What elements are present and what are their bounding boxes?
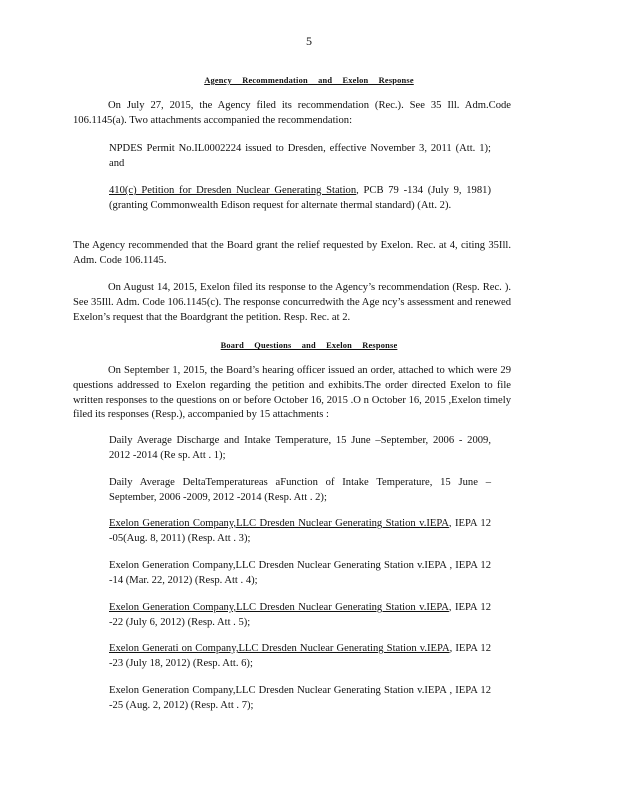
attachment-npdes-permit: NPDES Permit No.IL0002224 issued to Dresden, effective November 3, 2011 (Att. 1); and <box>109 143 491 169</box>
section-heading-agency: Agency Recommendation and Exelon Response <box>204 76 414 85</box>
response-attachment-3: Exelon Generation Company,LLC Dresden Nuclear Generating Station v.IEPA, IEPA 12 -05(Aug. 8, 2011) (Resp. Att . 3); <box>109 518 491 544</box>
paragraph-board-questions: On September 1, 2015, the Board’s hearing officer issued an order, attached to which were 29 questions addressed to Exelon regarding the petition and exhibits.The order directed Exelon to file written responses to the questions on or before October 16, 2015 .O n October 16, 2015 ,Exelon timely filed its responses (Resp.), accompanied by 15 attachments : <box>73 365 511 421</box>
response-attachment-5: Exelon Generation Company,LLC Dresden Nuclear Generating Station v.IEPA, IEPA 12 -22 (July 6, 2012) (Resp. Att . 5); <box>109 602 491 628</box>
section-heading-board-questions: Board Questions and Exelon Response <box>220 341 398 350</box>
paragraph-exelon-response: On August 14, 2015, Exelon filed its response to the Agency’s recommendation (Resp. Rec. ). See 35Ill. Adm. Code 106.1145(c). The response concurredwith the Age ncy’s assessment and renewed Exelon’s request that the Boardgrant the petition. Resp. Rec. at 2. <box>73 282 511 323</box>
response-attachment-2: Daily Average DeltaTemperatureas aFunction of Intake Temperature, 15 June – September, 2006 -2009, 2012 -2014 (Resp. Att . 2); <box>109 477 491 503</box>
paragraph-agency-recommendation: On July 27, 2015, the Agency filed its recommendation (Rec.). See 35 Ill. Adm.Code 106.1145(a). Two attachments accompanied the recommendation: <box>73 100 511 126</box>
attachment-410c-petition <box>109 184 491 214</box>
response-attachment-6: Exelon Generati on Company,LLC Dresden Nuclear Generating Station v.IEPA, IEPA 12 -23 (July 18, 2012) (Resp. Att. 6); <box>109 643 491 669</box>
petition-citation: , PCB 79 -134 (July 9, 1981) (granting Commonwealth Edison request for alternate thermal standard) (Att. 2). <box>109 185 491 211</box>
response-attachment-4: Exelon Generation Company,LLC Dresden Nuclear Generating Station v.IEPA , IEPA 12 -14 (Mar. 22, 2012) (Resp. Att . 4); <box>109 560 491 586</box>
page-number: 5 <box>306 34 312 48</box>
paragraph-agency-recommended: The Agency recommended that the Board grant the relief requested by Exelon. Rec. at 4, citing 35Ill. Adm. Code 106.1145. <box>73 240 511 266</box>
response-attachment-1: Daily Average Discharge and Intake Temperature, 15 June –September, 2006 - 2009, 2012 -2014 (Re sp. Att . 1); <box>109 435 491 461</box>
petition-title: 410(c) Petition for Dresden Nuclear Generating Station <box>109 185 357 196</box>
response-attachment-7: Exelon Generation Company,LLC Dresden Nuclear Generating Station v.IEPA , IEPA 12 -25 (Aug. 2, 2012) (Resp. Att . 7); <box>109 685 491 711</box>
